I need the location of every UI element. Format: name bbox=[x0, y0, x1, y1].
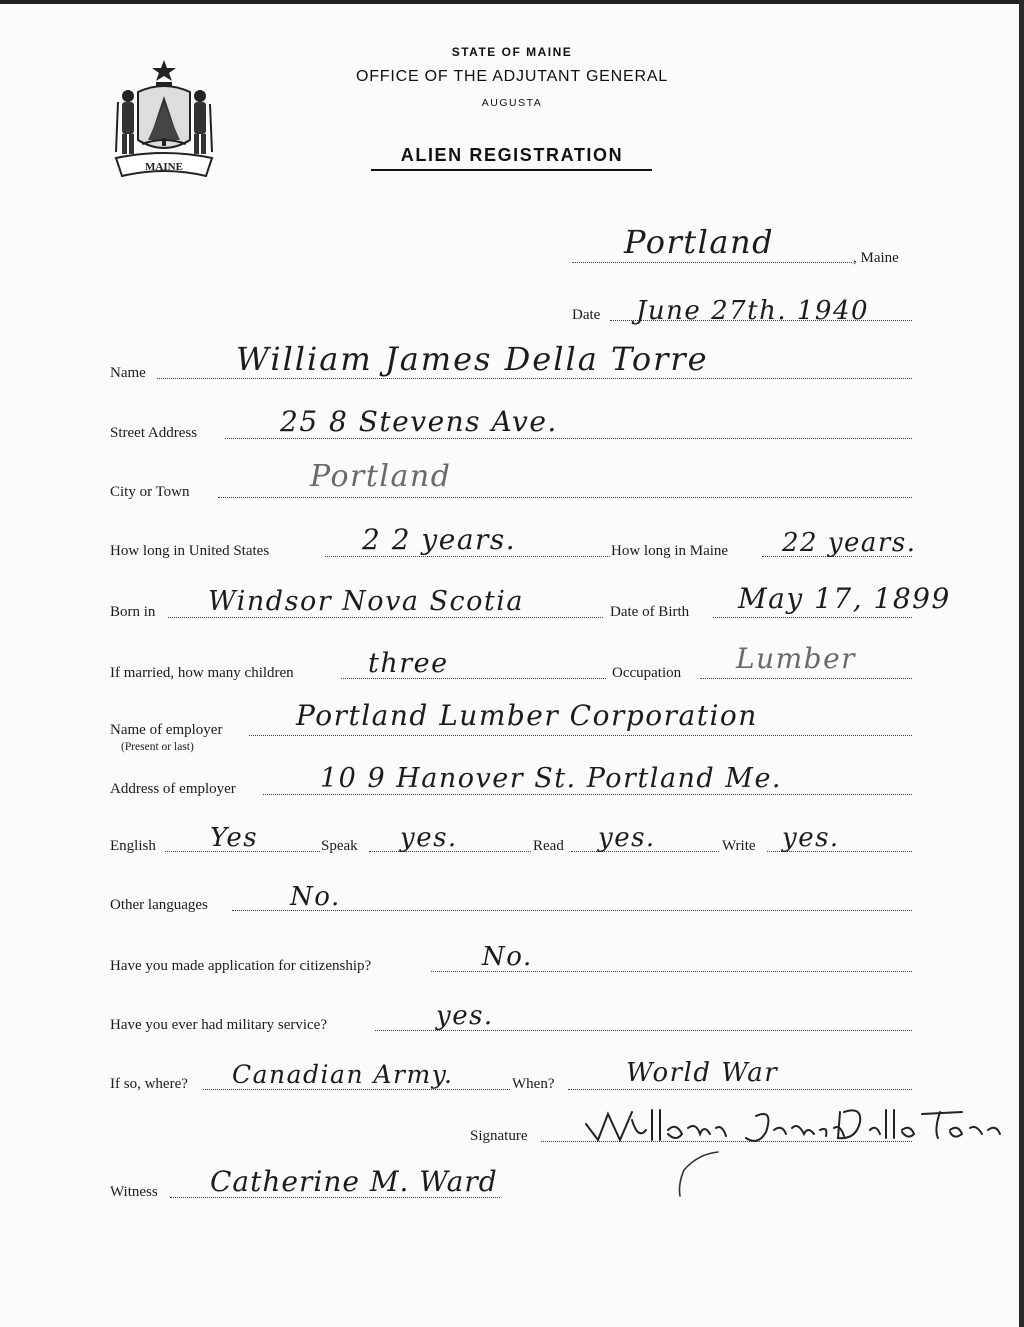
employer-label: Name of employer bbox=[110, 722, 223, 738]
date-value: June 27th. 1940 bbox=[636, 296, 870, 326]
witness-label: Witness bbox=[110, 1184, 158, 1200]
where-label: If so, where? bbox=[110, 1076, 188, 1092]
street-value: 25 8 Stevens Ave. bbox=[280, 405, 558, 438]
children-label: If married, how many children bbox=[110, 665, 294, 681]
when-label: When? bbox=[512, 1076, 555, 1092]
citizenship-value: No. bbox=[482, 942, 533, 972]
citizenship-label: Have you made application for citizenship? bbox=[110, 958, 372, 974]
occupation-label: Occupation bbox=[612, 665, 682, 681]
city-field-line bbox=[218, 497, 912, 498]
place-suffix-label: , Maine bbox=[853, 250, 899, 266]
city-value: Portland bbox=[310, 459, 452, 494]
form-title: ALIEN REGISTRATION bbox=[400, 145, 624, 165]
where-field-line bbox=[203, 1089, 510, 1090]
write-value: yes. bbox=[782, 823, 840, 853]
maine-duration-label: How long in Maine bbox=[611, 543, 729, 559]
dob-value: May 17, 1899 bbox=[738, 582, 951, 615]
place-field-line bbox=[572, 262, 852, 263]
where-value: Canadian Army. bbox=[232, 1060, 454, 1089]
speak-label: Speak bbox=[321, 838, 358, 854]
maine-state-seal-icon bbox=[108, 52, 220, 184]
military-value: yes. bbox=[436, 1001, 494, 1031]
born-in-value: Windsor Nova Scotia bbox=[208, 586, 524, 617]
read-value: yes. bbox=[598, 823, 656, 853]
english-value: Yes bbox=[210, 823, 259, 853]
state-heading: STATE OF MAINE bbox=[451, 45, 573, 59]
handwritten-signature-image bbox=[578, 1100, 1018, 1200]
english-label: English bbox=[110, 838, 156, 854]
occupation-field-line bbox=[700, 678, 912, 679]
office-heading: OFFICE OF THE ADJUTANT GENERAL bbox=[355, 68, 669, 85]
maine-duration-value: 22 years. bbox=[782, 528, 917, 558]
military-label: Have you ever had military service? bbox=[110, 1017, 327, 1033]
street-label: Street Address bbox=[110, 425, 198, 441]
when-value: World War bbox=[626, 1058, 779, 1088]
svg-text:MAINE: MAINE bbox=[145, 161, 183, 173]
born-in-label: Born in bbox=[110, 604, 156, 620]
children-value: three bbox=[368, 648, 449, 679]
other-languages-label: Other languages bbox=[110, 897, 208, 913]
us-duration-field-line bbox=[325, 556, 610, 557]
scan-edge-top bbox=[0, 0, 1024, 4]
occupation-value: Lumber bbox=[736, 642, 857, 675]
witness-value: Catherine M. Ward bbox=[210, 1165, 498, 1198]
name-label: Name bbox=[110, 365, 146, 381]
signature-label: Signature bbox=[470, 1128, 528, 1144]
dob-field-line bbox=[713, 617, 912, 618]
name-value: William James Della Torre bbox=[236, 340, 709, 378]
us-duration-value: 2 2 years. bbox=[362, 523, 517, 556]
city-label: City or Town bbox=[110, 484, 190, 500]
other-languages-value: No. bbox=[290, 882, 341, 912]
scan-edge-right bbox=[1019, 0, 1024, 1327]
read-label: Read bbox=[533, 838, 564, 854]
employer-value: Portland Lumber Corporation bbox=[296, 699, 758, 732]
us-duration-label: How long in United States bbox=[110, 543, 270, 559]
when-field-line bbox=[568, 1089, 912, 1090]
employer-field-line bbox=[249, 735, 912, 736]
date-label: Date bbox=[572, 307, 601, 323]
employer-sublabel: (Present or last) bbox=[121, 741, 194, 753]
name-field-line bbox=[157, 378, 912, 379]
write-label: Write bbox=[722, 838, 756, 854]
employer-address-value: 10 9 Hanover St. Portland Me. bbox=[320, 763, 782, 794]
city-heading: AUGUSTA bbox=[481, 97, 543, 109]
born-in-field-line bbox=[168, 617, 603, 618]
dob-label: Date of Birth bbox=[610, 604, 690, 620]
employer-address-label: Address of employer bbox=[110, 781, 236, 797]
place-value: Portland bbox=[624, 223, 775, 261]
street-field-line bbox=[225, 438, 912, 439]
title-underline bbox=[371, 169, 652, 171]
employer-address-field-line bbox=[263, 794, 912, 795]
speak-value: yes. bbox=[400, 823, 458, 853]
